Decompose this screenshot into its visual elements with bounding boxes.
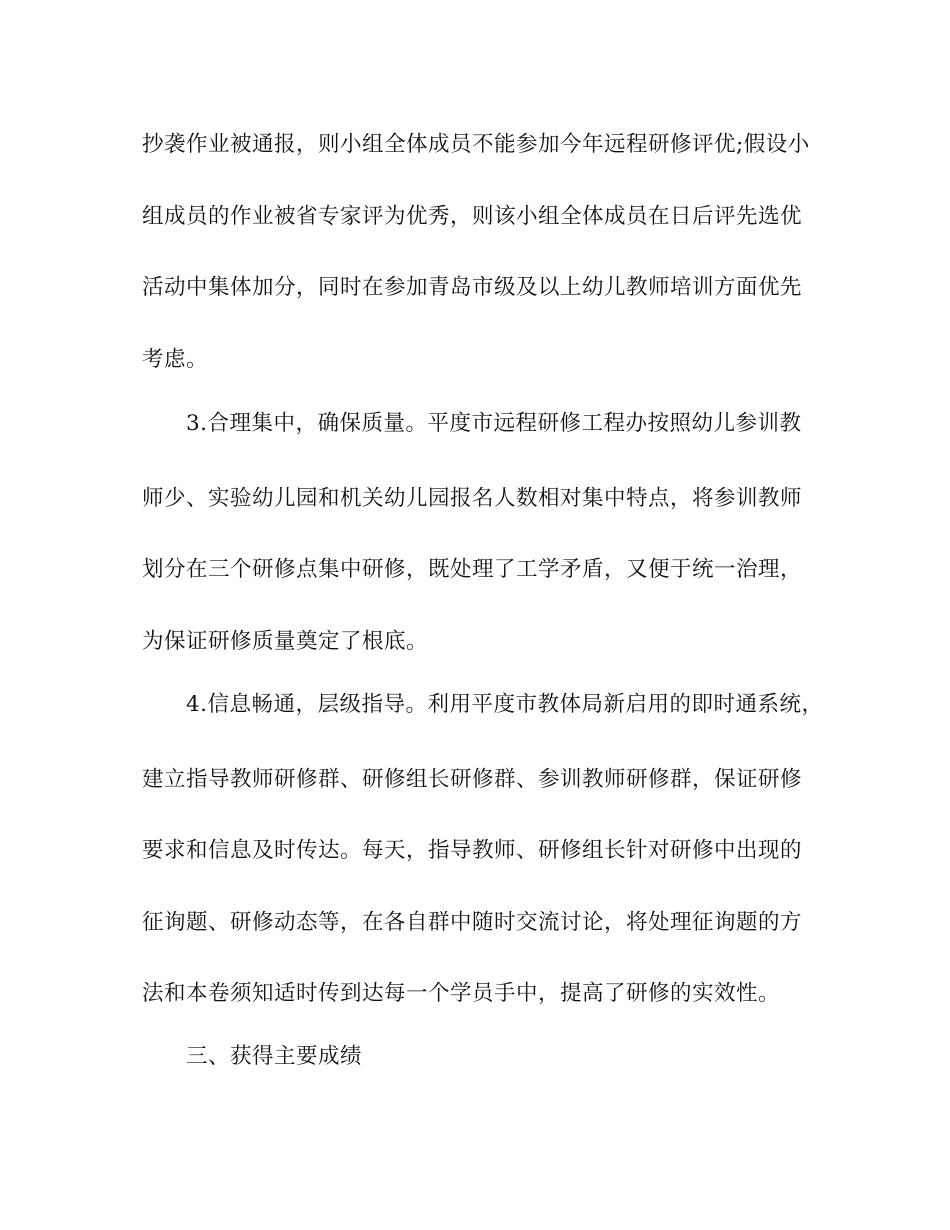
text-line: 组成员的作业被省专家评为优秀，则该小组全体成员在日后评先选优 — [142, 204, 803, 229]
text-line: 活动中集体加分，同时在参加青岛市级及以上幼儿教师培训方面优先 — [142, 275, 803, 300]
text-line: 法和本卷须知适时传到达每一个学员手中，提高了研修的实效性。 — [142, 981, 781, 1006]
text-line: 划分在三个研修点集中研修，既处理了工学矛盾，又便于统一治理， — [142, 557, 803, 582]
text-line: 建立指导教师研修群、研修组长研修群、参训教师研修群，保证研修 — [142, 767, 803, 792]
text-line: 考虑。 — [142, 347, 209, 372]
text-line: 征询题、研修动态等，在各自群中随时交流讨论，将处理征询题的方 — [142, 910, 803, 935]
text-line: 要求和信息及时传达。每天，指导教师、研修组长针对研修中出现的 — [142, 838, 803, 863]
text-line: 抄袭作业被通报，则小组全体成员不能参加今年远程研修评优;假设小 — [142, 132, 810, 157]
section-heading: 三、获得主要成绩 — [186, 1044, 363, 1069]
paragraph-start-line: 4.信息畅通，层级指导。利用平度市教体局新启用的即时通系统， — [186, 692, 824, 717]
text-line: 为保证研修质量奠定了根底。 — [142, 629, 429, 654]
paragraph-start-line: 3.合理集中，确保质量。平度市远程研修工程办按照幼儿参训教 — [186, 411, 802, 436]
text-line: 师少、实验幼儿园和机关幼儿园报名人数相对集中特点，将参训教师 — [142, 486, 803, 511]
